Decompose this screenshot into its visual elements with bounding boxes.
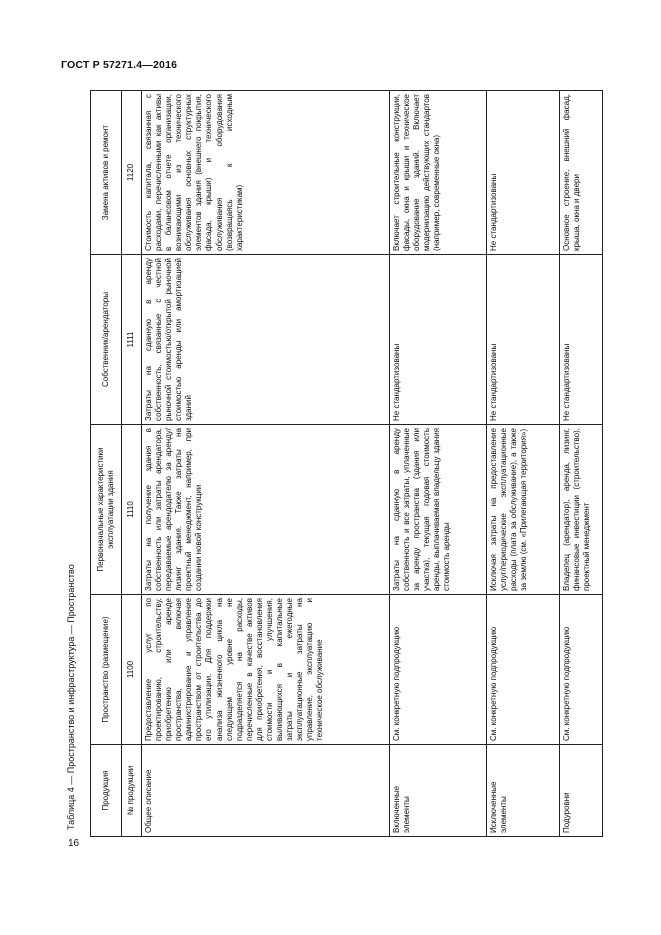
cell-1110: Затраты на сданную в аренду собственность и все затраты, уплаченные за аренду пространства (здания или участка), текущая годовая стоимость аренды, выплачиваемая владельцу здания стоимость аренды — [390, 425, 487, 595]
table-container — [90, 91, 602, 837]
product-number-label: № продукции — [122, 745, 142, 837]
code-1110: 1110 — [122, 425, 142, 595]
cell-1100: См. конкретную подпродукцию — [390, 595, 487, 745]
code-1100: 1100 — [122, 595, 142, 745]
cell-1100: Предоставление услуг по проектированию, строительству, приобретению или аренде пространства, включая администрирование и управление пространством от строительства до его утилизации. Для поддержки анализа жизненного цикла на следующем уровне не подразделяется на расходы, перечисленные в качестве активов для приобретения, восстановления стоимости и улучшения, выливающихся в капитальные затраты и ежегодные эксплуатационные затраты на управление, эксплуатацию и техническое обслуживание — [142, 595, 390, 745]
cell-1110: Затраты на получение здания в собственность или затраты арендатора, передаваемые арендодателю за аренду/лизинг здания. Также затраты на проектный менеджмент, например, при создании новой конструкции — [142, 425, 390, 595]
header-row — [91, 91, 122, 837]
standard-header: ГОСТ Р 57271.4—2016 — [61, 59, 178, 71]
table-row — [560, 91, 603, 837]
row-label: Включенные элементы — [390, 745, 487, 837]
cell-1100: См. конкретную подпродукцию — [560, 595, 603, 745]
table-row — [487, 91, 560, 837]
code-row — [122, 91, 142, 837]
row-label: Общее описание — [142, 745, 390, 837]
cell-1111: Не стандартизованы — [390, 255, 487, 425]
cell-1120: Стоимость капитала, связанная с расходами, перечисленными как активы в балансовом отчете организации, возникающими из технического обслуживания основных структурных элементов здания (внешнего покрытия, фасада, крыши) и технического обслуживания оборудования (возвращаясь к исходным характеристикам) — [142, 91, 390, 255]
code-1111: 1111 — [122, 255, 142, 425]
row-label: Исключенные элементы — [487, 745, 560, 837]
col-header-1111: Собственник/арендаторы — [91, 255, 122, 425]
col-header-1120: Замена активов и ремонт — [91, 91, 122, 255]
col-header-1110: Первоначальные характеристики эксплуатации здания — [91, 425, 122, 595]
cell-1120: Не стандартизованы — [487, 91, 560, 255]
page-number: 16 — [68, 838, 80, 849]
col-header-1100: Пространство (размещение) — [91, 595, 122, 745]
table-row — [142, 91, 390, 837]
cell-1111: Не стандартизованы — [487, 255, 560, 425]
code-1120: 1120 — [122, 91, 142, 255]
caption-container — [60, 90, 82, 830]
cell-1120: Основное строение, внешний фасад, крыша, окна и двери — [560, 91, 603, 255]
cell-1110: Исключая затраты на предоставление услуг/периодические эксплуатационные расходы (плата за обслуживание), а также за землю (см. «Прилегающая территория») — [487, 425, 560, 595]
col-header-product: Продукция — [91, 745, 122, 837]
cell-1111: Затраты на сданную в аренду собственность, связанные с честной рыночной стоимостью/открытой рыночной стоимостью аренды или амортизацией зданий — [142, 255, 390, 425]
row-label: Подуровни — [560, 745, 603, 837]
cell-1111: Не стандартизованы — [560, 255, 603, 425]
cell-1100: См. конкретную подпродукцию — [487, 595, 560, 745]
space-table — [90, 90, 603, 837]
table-caption: Таблица 4 — Пространство и инфраструктура — Пространство — [66, 564, 76, 830]
rotated-table-frame — [90, 91, 602, 837]
cell-1120: Включает строительные конструкции, фасады, окна и крыши и техническое оборудование зданий. Включает модернизацию действующих стандартов (например, современные окна) — [390, 91, 487, 255]
table-row — [390, 91, 487, 837]
cell-1110: Владелец (арендатор), аренда, лизинг, финансовые инвестиции (строительство), проектный менеджмент — [560, 425, 603, 595]
